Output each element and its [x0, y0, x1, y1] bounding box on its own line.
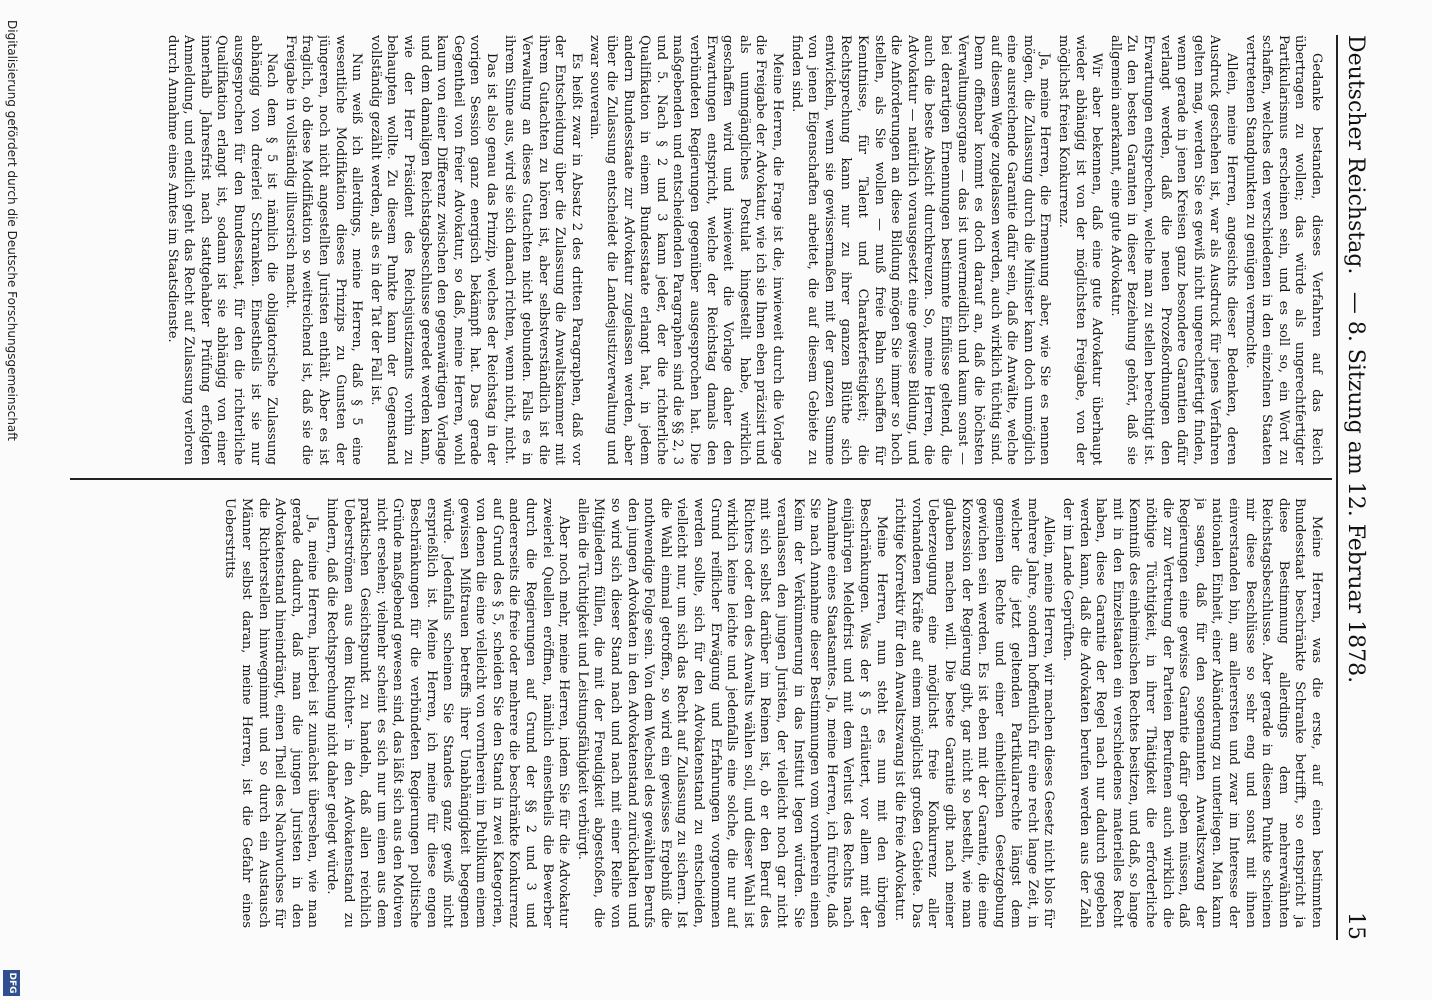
paragraph: Das ist also genau das Prinzip, welches der Reichstag in der vorigen Session ganz energisch bekämpft hat. Das gerade Gegentheil von freier Advokatur, so daß, meine Herren, wohl kaum von einer Differenz zwischen den gegenwärtigen Vorlage und dem damaligen Reichstagsbeschlusse geredet werden kann, wie der Herr Präsident des Reichsjustizamts vorhin zu behaupten wollte. Zu diesem Punkte kann der Gegenstand vollständig gezählt werden, als es in der Tat der Fall ist. [367, 35, 499, 465]
paragraph: Allein, meine Herren, wir machen dieses Gesetz nicht blos für mehrere Jahre, sondern hoffentlich für eine recht lange Zeit, in welcher die jetzt geltenden Partikularrechte längst dem gemeinen Rechte und einer einheitlichen Gesetzgebung gewichen sein werden. Es ist eben mit der Garantie, die eine Konzession der Regierung gibt, gar nicht so bestellt, wie man glauben machen will. Die beste Garantie gibt nach meiner Ueberzeugung eine möglichst freie Konkurrenz aller vorhandenen Kräfte auf einem möglichst großen Gebiete. Das richtige Korrektiv für den Anwaltszwang ist die freie Advokatur. [892, 498, 1057, 928]
paragraph: Wir aber bekennen, daß eine gute Advokatur überhaupt wieder abhängig ist von der möglichsten Freigabe, von der möglichst freien Konkurrenz. [1056, 35, 1105, 465]
paragraph: Gedanke bestanden, dieses Verfahren auf das Reich übertragen zu wollen; das würde als ungerechtfertigter Partikularismus erscheinen sein, und es soll so, ein Wort zu schaffen, welches den verschiedenen in den einzelnen Staaten vertretenen Standpunkten zu genügen vermochte. [1242, 35, 1324, 465]
paragraph: Nun weiß ich allerdings, meine Herren, daß § 5 eine wesentliche Modifikation dieses Prinzips zu Gunsten der jüngeren, noch nicht angestellten Juristen enthält. Aber es ist fraglich, ob diese Modifikation so weitreichend ist, daß sie die Freigabe in vollständig illusorisch macht. [282, 35, 365, 465]
paragraph: Meine Herren, was die erste, auf einen bestimmten Bundesstaat beschränkte Schranke betrifft, so entspricht ja diese Bestimmung allerdings dem mehrerwähnten Reichstagsbeschlusse. Aber gerade in diesem Punkte scheinen mir diese Beschlüsse so sehr eng und sonst mit ihnen einverstanden bin, am allerersten und zwar im Interesse der nationalen Einheit, einer Abänderung zu unterliegen. Man kann ja sagen, daß für den sogenannten Anwaltszwang der Regierungen eine gewisse Garantie dafür geben müssen, daß die zur Vertretung der Parteien Berufenen auch wirklich die nöthige Tüchtigkeit, in ihrer Thätigkeit die erforderliche Kenntniß des einheimischen Rechtes besitzen, und daß, so lange mit in den Einzelstaaten ein verschiedenes materielles Recht haben, diese Garantie der Regel nach nur dadurch gegeben werden kann, daß die Advokaten berufen werden aus der Zahl der im Lande Geprüften. [1060, 498, 1324, 928]
header-rule [1336, 35, 1338, 940]
header-session-date: — 8. Sitzung am 12. Februar 1878. [1343, 291, 1368, 684]
page-number: 15 [1343, 912, 1368, 940]
column-divider [70, 478, 1332, 480]
paragraph: Allein, meine Herren, angesichts dieser Bedenken, deren Ausdruck geschehen ist, war als Ausdruck für jenes Verfahren gelten mag, werden Sie es gewiß nicht ungerechtfertigt finden, wenn gerade in jenen Kreisen ganz besondere Garantien dafür verlangt werden, daß die neuen Prozeßordnungen den Erwartungen entsprechen, welche man zu stellen berechtigt ist. Zu den besten Garanten in dieser Beziehung gehört, daß sie allgemein anerkannt, eine gute Advokatur. [1107, 35, 1240, 465]
paragraph: Ja, meine Herren, die Ernennung aber, wie Sie es nennen mögen, die Zulassung durch die Minister kann doch unmöglich eine ausreichende Garantie dafür sein, daß die Anwälte, welche auf diesem Wege zugelassen werden, auch wirklich tüchtig sind. Denn offenbar kommt es doch darauf an, daß die höchsten Verwaltungsorgane — das ist unvermeidlich und kaum sonst — bei derartigen Ernennungen bestimmte Einflüsse geltend, die auch die beste Absicht durchkreuzen. So, meine Herren, die Advokatur — natürlich vorausgesetzt eine gewisse Bildung, und die Anforderungen an diese Bildung mögen Sie immer so hoch stellen, als Sie wollen — muß freie Bahn schaffen für Kenntnisse, für Talent und Charakterfestigkeit; die Rechtsprechung kann nur zu ihrer ganzen Blüthe sich entwickeln, wenn sie gewissermaßen mit der ganzen Summe von jenen Eigenschaften arbeitet, die auf diesem Gebiete zu finden sind. [788, 35, 1053, 465]
dfg-logo: DFG [3, 970, 20, 996]
paragraph: Es heißt zwar in Absatz 2 des dritten Paragraphen, daß vor der Entscheidung über die Zulassung die Anwaltskammer mit ihrem Gutachten zu hören ist, aber selbstverständlich ist die Verwaltung an dieses Gutachten nicht gebunden. Falls es in ihrem Sinne aus, wird sie sich danach richten, wenn nicht, nicht. [502, 35, 584, 465]
paragraph: Aber noch mehr, meine Herren, indem Sie für die Advokatur zweierlei Quellen eröffnen, nämlich einestheils die Bewerber durch die Regierungen auf Grund der §§ 2 und 3 und andererseits die freie oder mehrere die beschränkte Konkurrenz auf Grund des § 5, scheiden Sie den Stand in zwei Kategorien, von denen die eine vielleicht von vornherein im Publikum einem gewissen Mißtrauen betreffs ihrer Unabhängigkeit begegnen würde. Jedenfalls scheinen Sie Standes ganz gewiß nicht ersprießlich ist. Meine Herren, ich meine für diese engen Beschränkungen für die verbündeten Regierungen politische Gründe maßgebend gewesen sind, das läßt sich aus den Motiven nicht ersehen; vielmehr scheint es sich nur um einen aus dem praktischen Gesichtspunkt zu handeln, daß allen reichlich Ueberströmen aus dem Richter- in den Advokatenstand zu hindern, daß die Rechtsprechung nicht daher gelegt würde. [323, 498, 572, 928]
paragraph: Nach dem § 5 ist nämlich die obligatorische Zulassung abhängig von dreierlei Schranken. Einestheils ist sie nur ausgesprochen für den Bundesstaat, für den die richterliche Qualifikation erlangt ist, sodann ist sie abhängig von einer innerhalb Jahresfrist nach stattgehabter Prüfung erfolgten Anmeldung, und endlich geht das Recht auf Zulassung verloren durch Annahme eines Amtes im Staatsdienste. [164, 35, 280, 465]
paragraph: Meine Herren, die Frage ist die, inwieweit durch die Vorlage die Freigabe der Advokatur, wie ich sie Ihnen eben präzisirt und als unumgängliches Postulat hingestellt habe, wirklich geschaffen wird und inwieweit die Vorlage daher den Erwartungen entspricht, welche der Reichstag damals den verbündeten Regierungen gegenüber ausgesprochen hat. Die maßgebenden und entscheidenden Paragraphen sind die §§ 2, 3 und 5. Nach § 2 und 3 kann jeder, der die richterliche Qualifikation in einem Bundesstaate erlangt hat, in jedem andern Bundesstaate zur Advokatur zugelassen werden, aber über die Zulassung entscheidet die Landesjustizverwaltung und zwar souverain. [587, 35, 785, 465]
digitization-credit [0, 0, 22, 1000]
credit-text: Digitalisierung gefördert durch die Deutsche Forschungsgemeinschaft [5, 20, 19, 442]
text-column-left [74, 35, 1324, 465]
page-header [1336, 35, 1372, 940]
header-title: Deutscher Reichstag. [1343, 35, 1368, 275]
paragraph: Ja, meine Herren, hierbei ist zunächst übersehen, wie man gerade dadurch, daß man die jungen Juristen in den Advokatenstand hineindrängt, einen Theil des Nachwuchses für die Richterstellen hinwegnimmt und so durch ein Austausch Männer selbst daran, meine Herren, ist die Gefahr eines Ueberstritts [222, 498, 321, 928]
paragraph: Meine Herren, nun steht es nun mit den übrigen Beschränkungen. Was der § 5 erläutert, vor allem mit der einjährigen Meldefrist und mit dem Verlust des Rechts nach Annahme eines Staatsamtes. Ja, meine Herren, ich fürchte, daß Sie nach Annahme dieser Bestimmungen vom vornherein einen Keim der Verkümmerung in das Institut legen würden. Sie veranlassen den jungen Juristen, der vielleicht noch gar nicht mit sich selbst darüber im Reinen ist, ob er den Beruf des Richters oder den des Anwalts wählen soll, und dieser Wahl ist wirklich keine leichte und jedenfalls eine solche, die nur auf Grund reiflicher Erwägung und Erfahrungen vorgenommen werden sollte, sich für den Advokatenstand zu entscheiden, vielleicht nur, um sich das Recht auf Zulassung zu sichern. Ist die Wahl einmal getroffen, so wird ein gewisses Ergebniß die nothwendige Folge sein. Von dem Wechsel des gewählten Berufs den jungen Advokaten in den Advokatenstand zurückhalten und so wird sich dieser Stand nach und nach mit einer Reihe von Mitgliedern füllen, die mit der Freudigkeit abgestoßen, die allein die Tüchtigkeit und Leistungsfähigkeit verbürgt. [574, 498, 889, 928]
text-column-right [74, 498, 1324, 928]
